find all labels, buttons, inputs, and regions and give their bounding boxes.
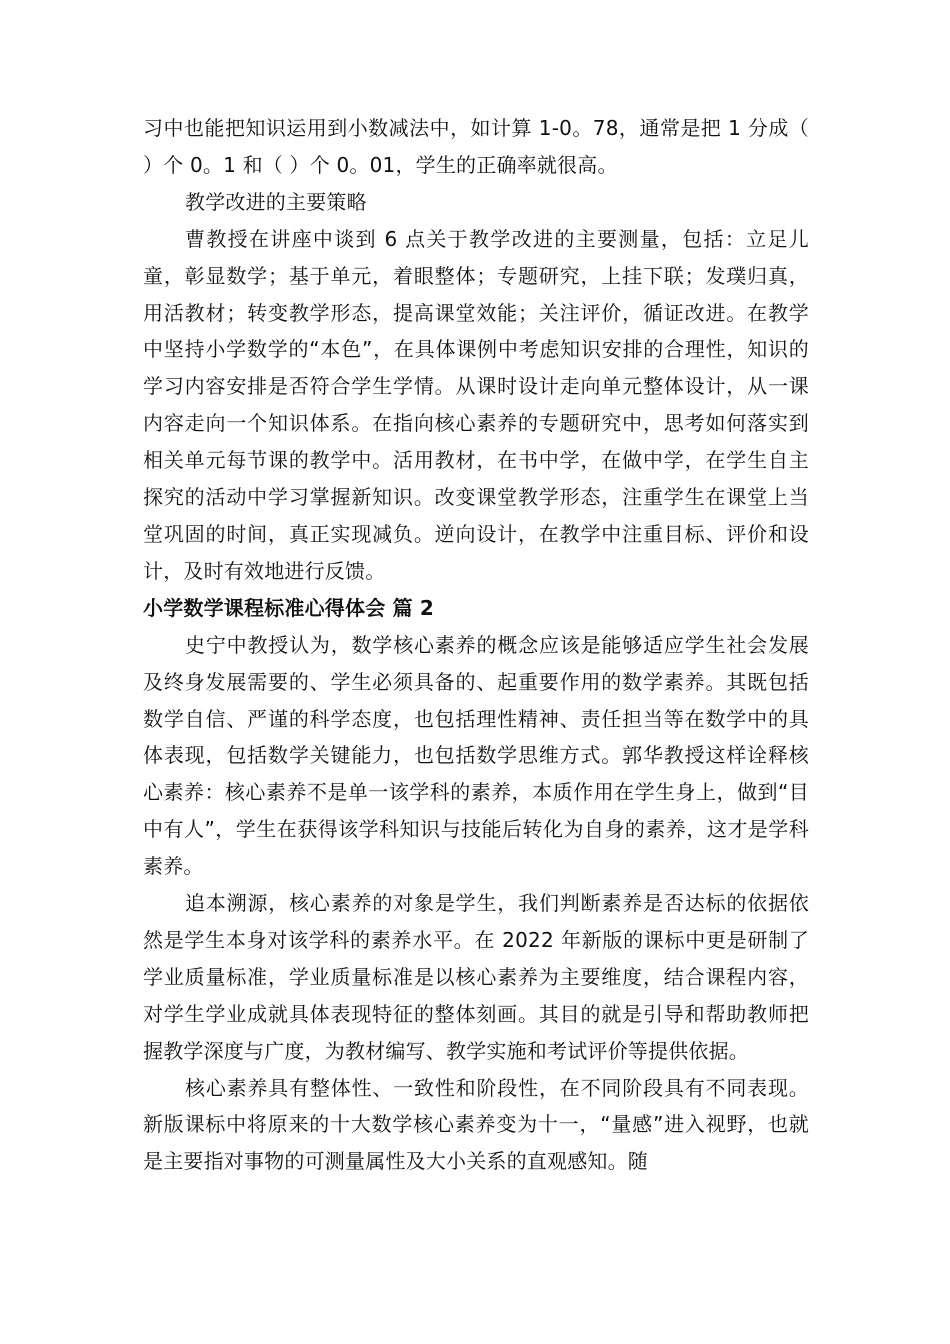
paragraph-continuation: 习中也能把知识运用到小数减法中，如计算 1-0。78，通常是把 1 分成（ ）个 0。1 和（ ）个 0。01，学生的正确率就很高。 — [143, 116, 809, 177]
section-subheading: 教学改进的主要策略 — [185, 189, 367, 214]
document-page — [143, 110, 809, 1180]
paragraph-strategies: 曹教授在讲座中谈到 6 点关于教学改进的主要测量，包括：立足儿童，彰显数学；基于单元，着眼整体；专题研究，上挂下联；发璞归真，用活教材；转变教学形态，提高课堂效能；关注评价，循证改进。在教学中坚持小学数学的“本色”，在具体课例中考虑知识安排的合理性，知识的学习内容安排是否符合学生学情。从课时设计走向单元整体设计，从一课内容走向一个知识体系。在指向核心素养的专题研究中，思考如何落实到相关单元每节课的教学中。活用教材，在书中学，在做中学，在学生自主探究的活动中学习掌握新知识。改变课堂教学形态，注重学生在课堂上当堂巩固的时间，真正实现减负。逆向设计，在教学中注重目标、评价和设计，及时有效地进行反馈。 — [143, 226, 809, 583]
paragraph-stages: 核心素养具有整体性、一致性和阶段性，在不同阶段具有不同表现。新版课标中将原来的十大数学核心素养变为十一，“量感”进入视野，也就是主要指对事物的可测量属性及大小关系的直观感知。随 — [143, 1075, 809, 1174]
paragraph-core-literacy: 史宁中教授认为，数学核心素养的概念应该是能够适应学生社会发展及终身发展需要的、学生必须具备的、起重要作用的数学素养。其既包括数学自信、严谨的科学态度，也包括理性精神、责任担当等在数学中的具体表现，包括数学关键能力，也包括数学思维方式。郭华教授这样诠释核心素养：核心素养不是单一该学科的素养，本质作用在学生身上，做到“目中有人”，学生在获得该学科知识与技能后转化为自身的素养，这才是学科素养。 — [143, 632, 809, 879]
section-heading: 小学数学课程标准心得体会 篇 2 — [143, 595, 435, 620]
paragraph-origin: 追本溯源，核心素养的对象是学生，我们判断素养是否达标的依据依然是学生本身对该学科的素养水平。在 2022 年新版的课标中更是研制了学业质量标准，学业质量标准是以核心素养为主要维度，结合课程内容，对学生学业成就具体表现特征的整体刻画。其目的就是引导和帮助教师把握教学深度与广度，为教材编写、教学实施和考试评价等提供依据。 — [143, 891, 809, 1063]
